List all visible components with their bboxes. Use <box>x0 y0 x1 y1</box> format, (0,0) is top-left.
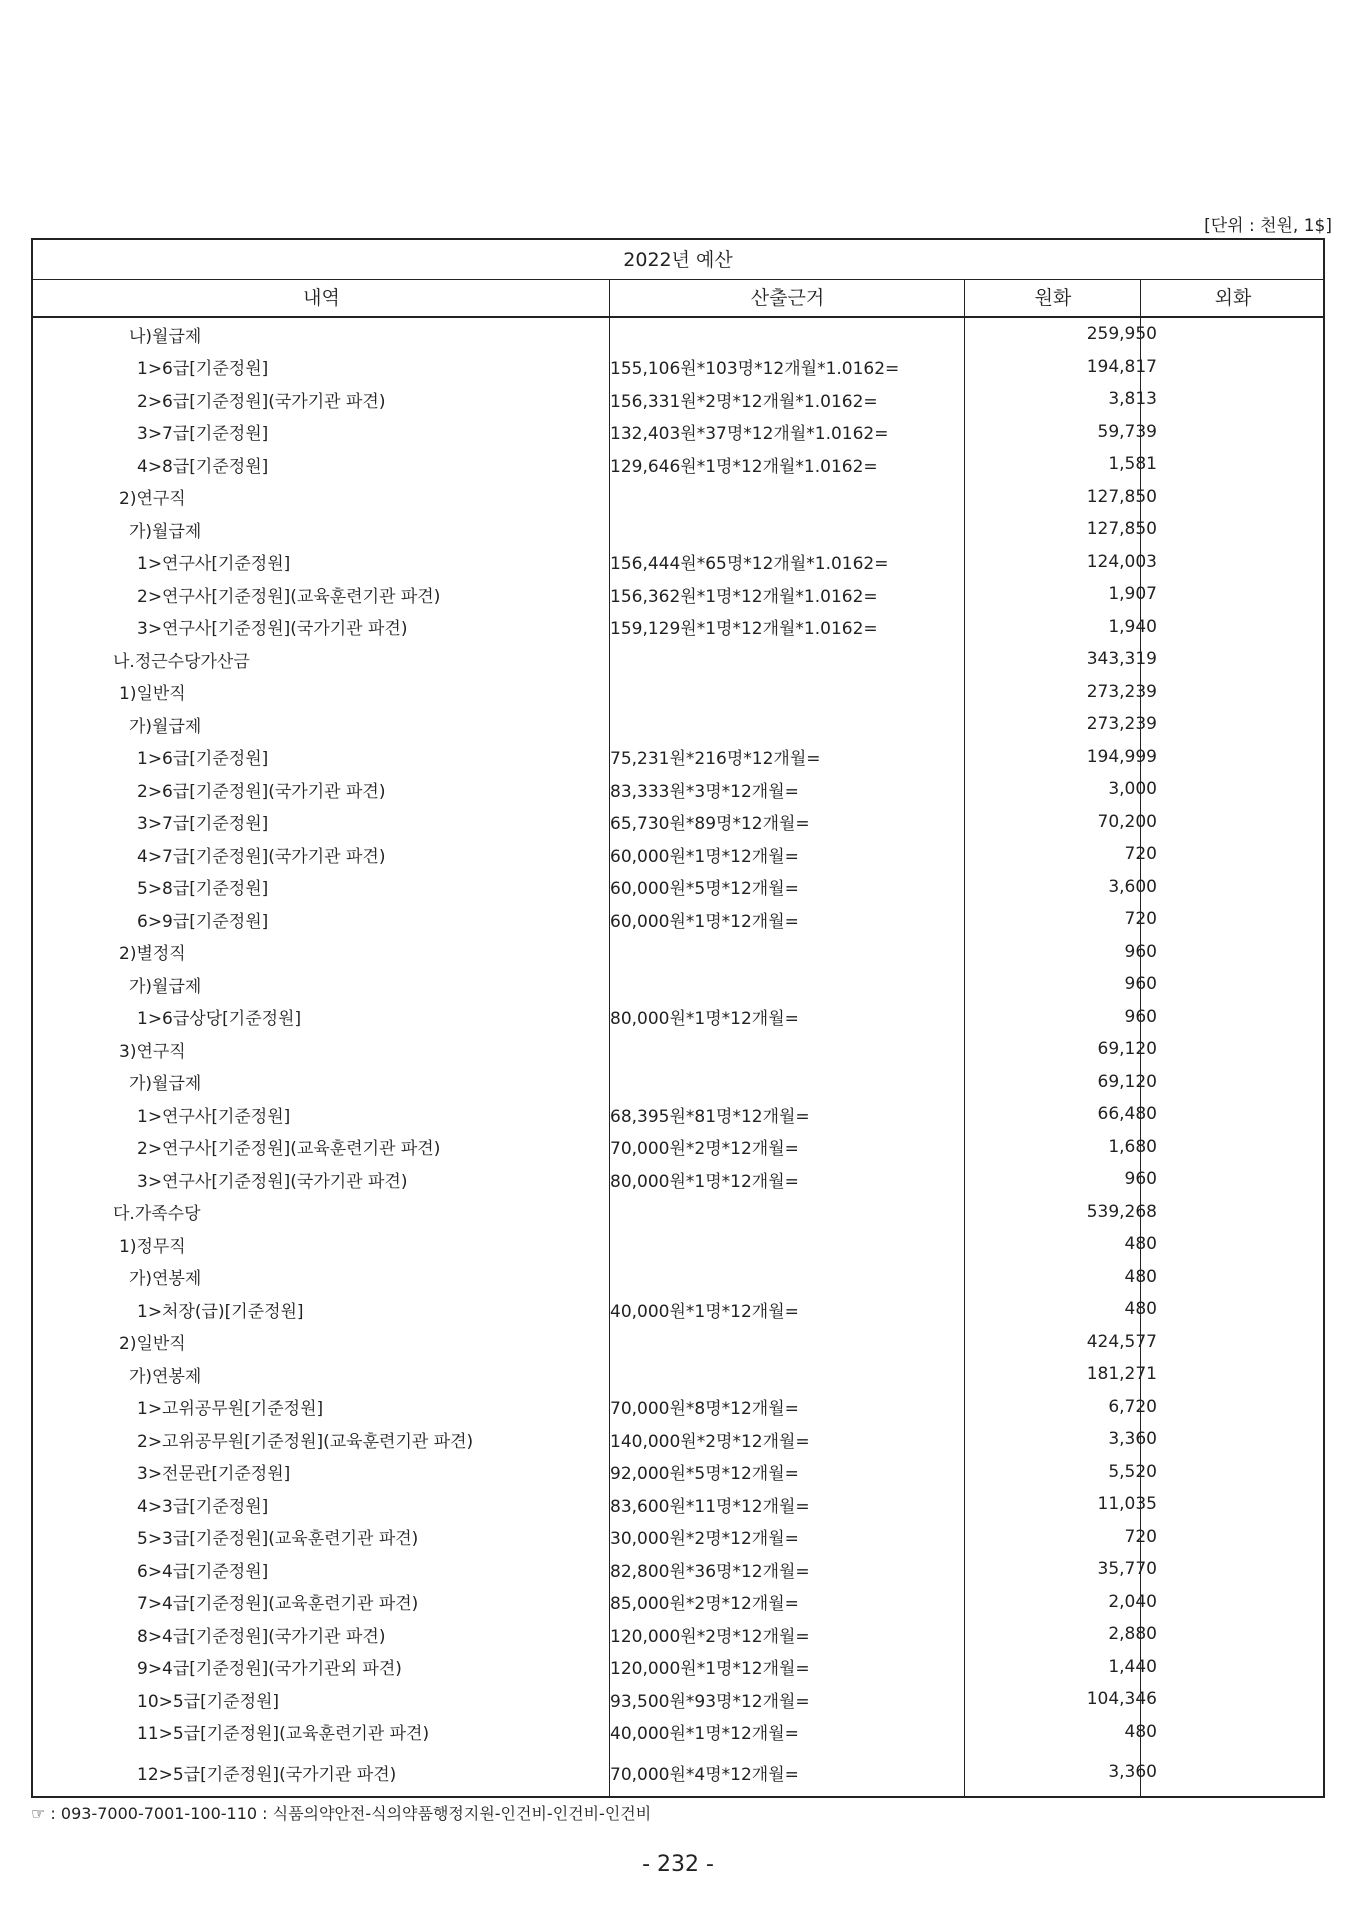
row-krw-amount: 1,581 <box>1108 454 1157 475</box>
row-krw-amount: 6,720 <box>1108 1396 1157 1417</box>
row-calculation-basis: 156,331원*2명*12개월*1.0162= <box>610 391 878 412</box>
row-krw-amount: 127,850 <box>1086 486 1157 507</box>
table-row <box>33 383 1323 416</box>
table-row <box>33 1553 1323 1586</box>
row-krw-amount: 480 <box>1124 1299 1157 1320</box>
table-row <box>33 806 1323 839</box>
row-description: 4>8급[기준정원] <box>137 456 269 477</box>
row-description: 가)연봉제 <box>129 1269 202 1290</box>
table-row <box>33 968 1323 1001</box>
row-krw-amount: 960 <box>1124 974 1157 995</box>
row-calculation-basis: 129,646원*1명*12개월*1.0162= <box>610 456 878 477</box>
row-krw-amount: 480 <box>1124 1721 1157 1742</box>
row-krw-amount: 1,907 <box>1108 584 1157 605</box>
row-description: 1>6급[기준정원] <box>137 749 269 770</box>
row-krw-amount: 720 <box>1124 1526 1157 1547</box>
table-row <box>33 1748 1323 1796</box>
table-row <box>33 871 1323 904</box>
row-krw-amount: 960 <box>1124 1006 1157 1027</box>
row-krw-amount: 480 <box>1124 1266 1157 1287</box>
table-row <box>33 1196 1323 1229</box>
row-krw-amount: 3,813 <box>1108 389 1157 410</box>
row-krw-amount: 2,040 <box>1108 1591 1157 1612</box>
row-krw-amount: 66,480 <box>1097 1104 1157 1125</box>
row-krw-amount: 1,940 <box>1108 616 1157 637</box>
row-krw-amount: 194,999 <box>1086 746 1157 767</box>
table-row <box>33 1326 1323 1359</box>
row-calculation-basis: 155,106원*103명*12개월*1.0162= <box>610 359 900 380</box>
row-calculation-basis: 156,444원*65명*12개월*1.0162= <box>610 554 889 575</box>
row-description: 4>3급[기준정원] <box>137 1496 269 1517</box>
row-description: 1>연구사[기준정원] <box>137 554 291 575</box>
col-header-desc: 내역 <box>303 287 340 309</box>
row-krw-amount: 424,577 <box>1086 1331 1157 1352</box>
table-row <box>33 1521 1323 1554</box>
row-description: 가)월급제 <box>129 1074 202 1095</box>
row-krw-amount: 720 <box>1124 909 1157 930</box>
row-description: 6>9급[기준정원] <box>137 911 269 932</box>
column-header-row <box>33 280 1323 318</box>
table-row <box>33 611 1323 644</box>
row-krw-amount: 124,003 <box>1086 551 1157 572</box>
table-row <box>33 448 1323 481</box>
row-krw-amount: 259,950 <box>1086 324 1157 345</box>
row-krw-amount: 1,440 <box>1108 1656 1157 1677</box>
row-krw-amount: 539,268 <box>1086 1201 1157 1222</box>
row-calculation-basis: 83,333원*3명*12개월= <box>610 781 799 802</box>
row-description: 2>6급[기준정원](국가기관 파견) <box>137 781 386 802</box>
row-krw-amount: 194,817 <box>1086 356 1157 377</box>
table-row <box>33 1456 1323 1489</box>
row-calculation-basis: 82,800원*36명*12개월= <box>610 1561 810 1582</box>
row-calculation-basis: 92,000원*5명*12개월= <box>610 1464 799 1485</box>
row-description: 11>5급[기준정원](교육훈련기관 파견) <box>137 1724 430 1745</box>
row-krw-amount: 181,271 <box>1086 1364 1157 1385</box>
row-description: 1)일반직 <box>119 684 186 705</box>
row-description: 2)별정직 <box>119 944 186 965</box>
row-description: 3)연구직 <box>119 1041 186 1062</box>
row-description: 5>3급[기준정원](교육훈련기관 파견) <box>137 1529 419 1550</box>
row-calculation-basis: 80,000원*1명*12개월= <box>610 1171 799 1192</box>
row-description: 가)월급제 <box>129 521 202 542</box>
row-calculation-basis: 60,000원*1명*12개월= <box>610 911 799 932</box>
table-row <box>33 1391 1323 1424</box>
row-calculation-basis: 40,000원*1명*12개월= <box>610 1301 799 1322</box>
row-calculation-basis: 93,500원*93명*12개월= <box>610 1691 810 1712</box>
row-calculation-basis: 85,000원*2명*12개월= <box>610 1594 799 1615</box>
table-row <box>33 1683 1323 1716</box>
row-description: 3>연구사[기준정원](국가기관 파견) <box>137 1171 408 1192</box>
table-row <box>33 741 1323 774</box>
row-description: 가)월급제 <box>129 716 202 737</box>
row-krw-amount: 3,600 <box>1108 876 1157 897</box>
row-description: 1>고위공무원[기준정원] <box>137 1399 324 1420</box>
col-header-krw: 원화 <box>1034 287 1072 309</box>
table-row <box>33 676 1323 709</box>
table-row <box>33 838 1323 871</box>
table-row <box>33 936 1323 969</box>
table-row <box>33 546 1323 579</box>
row-calculation-basis: 65,730원*89명*12개월= <box>610 814 810 835</box>
row-calculation-basis: 60,000원*1명*12개월= <box>610 846 799 867</box>
table-row <box>33 481 1323 514</box>
row-calculation-basis: 40,000원*1명*12개월= <box>610 1724 799 1745</box>
row-description: 3>연구사[기준정원](국가기관 파견) <box>137 619 408 640</box>
row-calculation-basis: 83,600원*11명*12개월= <box>610 1496 810 1517</box>
page-number: - 232 - <box>642 1852 714 1877</box>
row-calculation-basis: 159,129원*1명*12개월*1.0162= <box>610 619 878 640</box>
table-row <box>33 1586 1323 1619</box>
col-header-basis: 산출근거 <box>750 287 825 309</box>
row-krw-amount: 273,239 <box>1086 681 1157 702</box>
table-row <box>33 1131 1323 1164</box>
row-calculation-basis: 68,395원*81명*12개월= <box>610 1106 810 1127</box>
table-row <box>33 1358 1323 1391</box>
table-row <box>33 1228 1323 1261</box>
row-krw-amount: 69,120 <box>1097 1071 1157 1092</box>
row-description: 가)연봉제 <box>129 1366 202 1387</box>
row-krw-amount: 35,770 <box>1097 1559 1157 1580</box>
row-description: 2)일반직 <box>119 1334 186 1355</box>
row-calculation-basis: 156,362원*1명*12개월*1.0162= <box>610 586 878 607</box>
row-krw-amount: 960 <box>1124 1169 1157 1190</box>
row-description: 2)연구직 <box>119 489 186 510</box>
account-code-note: ☞ : 093-7000-7001-100-110 : 식품의약안전-식의약품행정지원-인건비-인건비-인건비 <box>31 1804 652 1823</box>
unit-label: [단위 : 천원, 1$] <box>1204 216 1332 236</box>
row-description: 12>5급[기준정원](국가기관 파견) <box>137 1764 397 1785</box>
table-row <box>33 578 1323 611</box>
row-krw-amount: 960 <box>1124 941 1157 962</box>
row-calculation-basis: 30,000원*2명*12개월= <box>610 1529 799 1550</box>
row-description: 9>4급[기준정원](국가기관외 파견) <box>137 1659 402 1680</box>
table-row <box>33 1618 1323 1651</box>
year-header: 2022년 예산 <box>33 240 1323 280</box>
row-description: 3>전문관[기준정원] <box>137 1464 291 1485</box>
row-description: 다.가족수당 <box>113 1204 201 1225</box>
row-description: 1)정무직 <box>119 1236 186 1257</box>
row-calculation-basis: 75,231원*216명*12개월= <box>610 749 821 770</box>
row-krw-amount: 59,739 <box>1097 421 1157 442</box>
table-row <box>33 1033 1323 1066</box>
row-krw-amount: 70,200 <box>1097 811 1157 832</box>
row-calculation-basis: 120,000원*2명*12개월= <box>610 1626 810 1647</box>
row-description: 2>연구사[기준정원](교육훈련기관 파견) <box>137 586 441 607</box>
row-description: 가)월급제 <box>129 976 202 997</box>
row-description: 나.정근수당가산금 <box>113 651 250 672</box>
row-krw-amount: 273,239 <box>1086 714 1157 735</box>
table-row <box>33 1066 1323 1099</box>
table-body <box>33 318 1323 1796</box>
row-calculation-basis: 70,000원*2명*12개월= <box>610 1139 799 1160</box>
budget-table <box>31 238 1325 1798</box>
table-row <box>33 513 1323 546</box>
row-description: 3>7급[기준정원] <box>137 814 269 835</box>
row-krw-amount: 3,360 <box>1108 1762 1157 1782</box>
row-description: 2>연구사[기준정원](교육훈련기관 파견) <box>137 1139 441 1160</box>
row-krw-amount: 69,120 <box>1097 1039 1157 1060</box>
row-krw-amount: 11,035 <box>1097 1494 1157 1515</box>
row-description: 2>고위공무원[기준정원](교육훈련기관 파견) <box>137 1431 474 1452</box>
row-description: 5>8급[기준정원] <box>137 879 269 900</box>
row-calculation-basis: 70,000원*4명*12개월= <box>610 1764 799 1785</box>
row-calculation-basis: 120,000원*1명*12개월= <box>610 1659 810 1680</box>
table-row <box>33 318 1323 351</box>
row-description: 3>7급[기준정원] <box>137 424 269 445</box>
table-row <box>33 351 1323 384</box>
row-krw-amount: 2,880 <box>1108 1624 1157 1645</box>
row-calculation-basis: 132,403원*37명*12개월*1.0162= <box>610 424 889 445</box>
table-row <box>33 1098 1323 1131</box>
row-description: 1>6급상당[기준정원] <box>137 1009 302 1030</box>
row-description: 나)월급제 <box>129 326 202 347</box>
row-description: 2>6급[기준정원](국가기관 파견) <box>137 391 386 412</box>
row-calculation-basis: 60,000원*5명*12개월= <box>610 879 799 900</box>
row-description: 8>4급[기준정원](국가기관 파견) <box>137 1626 386 1647</box>
row-description: 4>7급[기준정원](국가기관 파견) <box>137 846 386 867</box>
row-description: 10>5급[기준정원] <box>137 1691 280 1712</box>
row-krw-amount: 104,346 <box>1086 1689 1157 1710</box>
table-row <box>33 1261 1323 1294</box>
row-krw-amount: 343,319 <box>1086 649 1157 670</box>
table-row <box>33 1651 1323 1684</box>
table-row <box>33 1488 1323 1521</box>
row-calculation-basis: 80,000원*1명*12개월= <box>610 1009 799 1030</box>
row-krw-amount: 720 <box>1124 844 1157 865</box>
row-krw-amount: 480 <box>1124 1234 1157 1255</box>
row-calculation-basis: 140,000원*2명*12개월= <box>610 1431 810 1452</box>
row-description: 1>연구사[기준정원] <box>137 1106 291 1127</box>
table-row <box>33 1163 1323 1196</box>
table-row <box>33 416 1323 449</box>
row-krw-amount: 3,000 <box>1108 779 1157 800</box>
row-description: 1>처장(급)[기준정원] <box>137 1301 304 1322</box>
table-row <box>33 903 1323 936</box>
row-description: 7>4급[기준정원](교육훈련기관 파견) <box>137 1594 419 1615</box>
row-krw-amount: 127,850 <box>1086 519 1157 540</box>
row-description: 1>6급[기준정원] <box>137 359 269 380</box>
table-row <box>33 643 1323 676</box>
col-header-fx: 외화 <box>1214 287 1252 309</box>
row-krw-amount: 3,360 <box>1108 1429 1157 1450</box>
table-row <box>33 1293 1323 1326</box>
row-krw-amount: 5,520 <box>1108 1461 1157 1482</box>
row-krw-amount: 1,680 <box>1108 1136 1157 1157</box>
row-calculation-basis: 70,000원*8명*12개월= <box>610 1399 799 1420</box>
row-description: 6>4급[기준정원] <box>137 1561 269 1582</box>
table-row <box>33 1716 1323 1749</box>
table-row <box>33 1423 1323 1456</box>
table-row <box>33 773 1323 806</box>
table-row <box>33 708 1323 741</box>
table-row <box>33 1001 1323 1034</box>
